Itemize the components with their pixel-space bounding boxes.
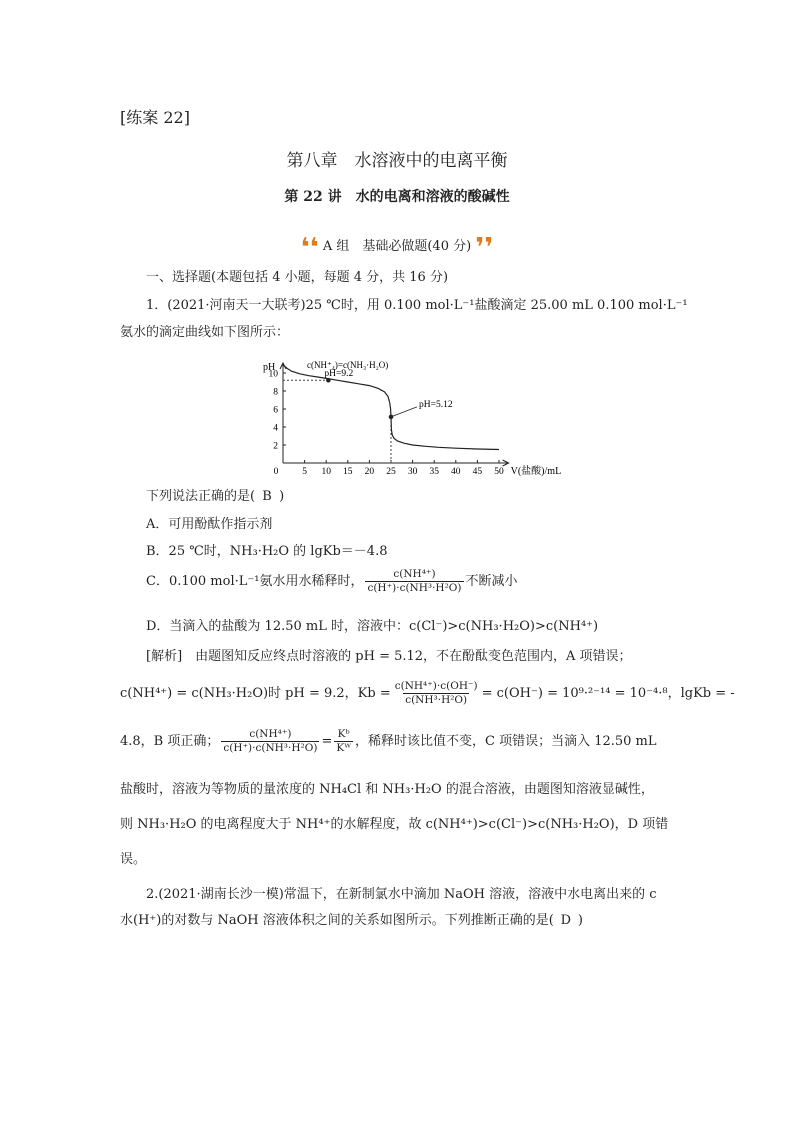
section-heading: 一、选择题(本题包括 4 小题，每题 4 分，共 16 分) — [146, 270, 449, 285]
q1-analysis-line6: 误。 — [120, 852, 147, 867]
q1-analysis-line2 — [120, 680, 735, 707]
y-axis-label: pH — [263, 362, 276, 373]
ratio-fraction — [221, 728, 319, 755]
equivalence-leader-line — [391, 407, 417, 417]
titration-chart — [255, 345, 565, 480]
group-label: A 组 基础必做题(40 分) — [322, 239, 472, 254]
q1-option-c — [146, 568, 518, 595]
x-tick-label: 35 — [429, 467, 439, 477]
x-tick-label: 5 — [302, 467, 307, 477]
x-tick-label: 30 — [407, 467, 418, 477]
chart-annotation: c(NH⁺₄)=c(NH₃·H₂O) — [307, 360, 389, 370]
y-tick-label: 8 — [273, 387, 278, 398]
q1-ask-prefix: 下列说法正确的是( — [146, 489, 256, 504]
x-tick-label: 45 — [472, 467, 483, 477]
x-tick-label: 0 — [273, 467, 279, 477]
fraction-denominator: c(H⁺)·c(NH³·H²O) — [223, 742, 318, 754]
group-banner — [0, 233, 794, 263]
fraction-denominator: Kᵂ — [336, 742, 351, 754]
kb-fraction — [393, 680, 480, 707]
x-tick-label: 15 — [343, 467, 353, 477]
x-tick-label: 10 — [321, 467, 331, 477]
q1-analysis-line5: 则 NH₃·H₂O 的电离程度大于 NH⁴⁺的水解程度，故 c(NH⁴⁺)>c(Cl⁻)>c(NH₃·H₂O)，D 项错 — [120, 817, 669, 832]
q1-ask — [146, 488, 284, 506]
point-label-5-12: pH=5.12 — [419, 399, 453, 410]
y-tick-label: 6 — [273, 405, 278, 416]
fraction-numerator: c(NH⁴⁺) — [249, 728, 292, 740]
q1-stem-line1: 1．(2021·河南天一大联考)25 ℃时，用 0.100 mol·L⁻¹盐酸滴定 25.00 mL 0.100 mol·L⁻¹ — [146, 298, 688, 313]
q1-analysis-line3 — [120, 728, 657, 755]
q1-option-d: D．当滴入的盐酸为 12.50 mL 时，溶液中：c(Cl⁻)>c(NH₃·H₂O)>c(NH⁴⁺) — [146, 619, 599, 634]
q2-stem-suffix: ) — [577, 913, 583, 928]
q1-option-c-fraction — [365, 568, 463, 595]
analysis-line2-suffix: = c(OH⁻) = 10⁹·²⁻¹⁴ = 10⁻⁴·⁸，lgKb = - — [481, 686, 735, 701]
q1-answer: B — [262, 489, 272, 504]
q2-stem-line2 — [120, 912, 583, 930]
close-quote-icon: ❜❜ — [475, 233, 494, 263]
x-tick-label: 50 — [494, 467, 504, 477]
q2-answer: D — [560, 913, 572, 928]
q1-option-c-prefix: C．0.100 mol·L⁻¹氨水用水稀释时， — [146, 574, 364, 589]
x-tick-label: 40 — [451, 467, 461, 477]
exercise-tag: [练案 22] — [120, 108, 190, 127]
q1-option-b: B．25 ℃时，NH₃·H₂O 的 lgKb＝－4.8 — [146, 544, 388, 559]
point-label-9-2: pH=9.2 — [324, 369, 354, 380]
chapter-title: 第八章 水溶液中的电离平衡 — [286, 151, 508, 171]
q1-analysis-line1: [解析] 由题图知反应终点时溶液的 pH = 5.12，不在酚酞变色范围内，A 项错误； — [146, 649, 632, 664]
fraction-denominator: c(H⁺)·c(NH³·H²O) — [367, 582, 462, 594]
analysis-line3-suffix: ，稀释时该比值不变，C 项错误；当滴入 12.50 mL — [355, 734, 657, 749]
x-tick-label: 25 — [386, 467, 396, 477]
x-axis-label: V(盐酸)/mL — [510, 466, 562, 477]
q1-option-c-suffix: 不断减小 — [465, 574, 518, 589]
fraction-denominator: c(NH³·H²O) — [405, 694, 468, 706]
analysis-line3-prefix: 4.8，B 项正确； — [120, 734, 220, 749]
q1-stem-line2: 氨水的滴定曲线如下图所示： — [120, 325, 290, 340]
y-tick-label: 4 — [273, 423, 278, 434]
open-quote-icon: ❛❛ — [300, 233, 319, 263]
y-tick-label: 10 — [268, 369, 278, 380]
q2-stem-prefix: 水(H⁺)的对数与 NaOH 溶液体积之间的关系如图所示。下列推断正确的是( — [120, 913, 554, 928]
lecture-title: 第 22 讲 水的电离和溶液的酸碱性 — [284, 189, 510, 205]
fraction-numerator: c(NH⁴⁺) — [393, 568, 436, 580]
q1-ask-suffix: ) — [279, 489, 285, 504]
titration-curve — [283, 365, 499, 450]
analysis-line2-prefix: c(NH⁴⁺) = c(NH₃·H₂O)时 pH = 9.2，Kb = — [120, 686, 391, 701]
y-tick-label: 2 — [273, 441, 278, 452]
fraction-numerator: Kᵇ — [337, 728, 350, 740]
equals-sign: = — [321, 734, 333, 749]
q2-stem-line1: 2.(2021·湖南长沙一模)常温下，在新制氯水中滴加 NaOH 溶液，溶液中水电离出来的 c — [146, 887, 657, 902]
k-ratio-fraction — [334, 728, 353, 755]
q1-option-a: A．可用酚酞作指示剂 — [146, 517, 273, 532]
q1-analysis-line4: 盐酸时，溶液为等物质的量浓度的 NH₄Cl 和 NH₃·H₂O 的混合溶液，由题图知溶液显碱性， — [120, 782, 654, 797]
fraction-numerator: c(NH⁴⁺)·c(OH⁻) — [394, 680, 478, 692]
x-tick-label: 20 — [364, 467, 375, 477]
